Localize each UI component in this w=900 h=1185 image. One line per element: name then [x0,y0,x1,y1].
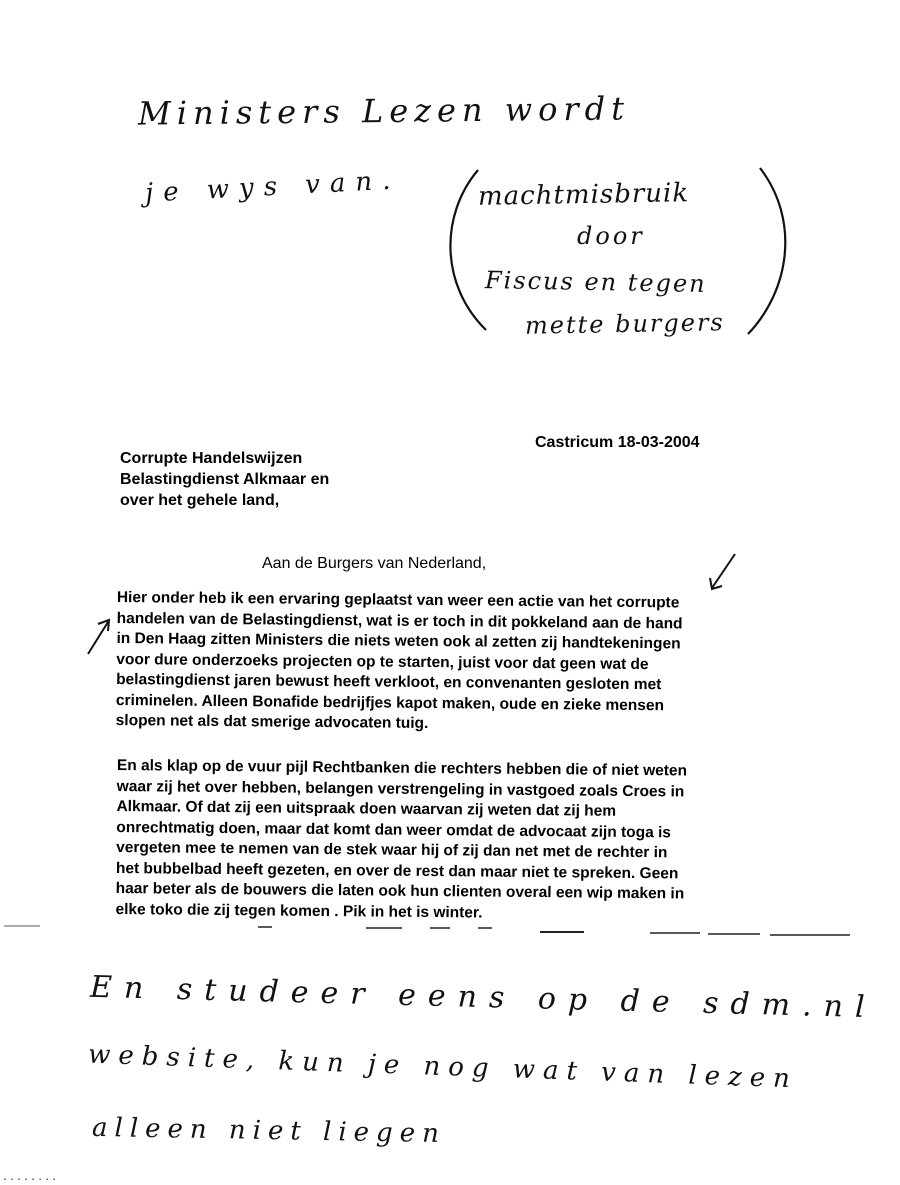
handwritten-paren-line-4: mette burgers [524,308,725,340]
handwritten-line-studeer: En studeer eens op de sdm.nl [89,969,878,1026]
closing-remark: Pik in het is winter. [342,902,483,922]
handwritten-line-ministers: Ministers Lezen wordt [137,89,631,133]
paragraph-line: onrechtmatig doen, maar dat komt dan weer omdat de advocaat zijn toga is [116,818,672,841]
handwritten-line-website: website, kun je nog wat van lezen [87,1039,799,1095]
letter-paragraph-2 [115,756,757,926]
footer-dots: ........ [2,1172,59,1183]
paragraph-line: waar zij het over hebben, belangen verstrengeling in vastgoed zoals Croes in [116,777,685,800]
paragraph-line: En als klap op de vuur pijl Rechtbanken die rechters hebben die of niet weten [116,756,688,780]
paragraph-line-text: elke toko die zij tegen komen . [115,900,339,920]
paragraph-line: het bubbelbad heeft gezeten, en over de rest dan maar niet te spreken. Geen [115,859,679,882]
address-line: Belastingdienst Alkmaar en [120,471,330,488]
address-line: over het gehele land, [120,492,280,509]
paragraph-line: voor dure onderzoeks projecten op te starten, juist voor dat geen wat de [116,650,649,673]
paragraph-line: in Den Haag zitten Ministers die niets weten ook al zetten zij handtekeningen [116,629,681,653]
salutation: Aan de Burgers van Nederland, [262,555,487,572]
paragraph-line: belastingdienst jaren bewust heeft verkloot, en convenanten gesloten met [116,670,662,694]
paragraph-line: vergeten mee te nemen van de stek waar hij of zij dan net met de rechter in [116,838,668,862]
handwritten-parentheses [0,0,900,360]
paragraph-line: Alkmaar. Of dat zij een uitspraak doen waarvan zij weten dat zij hem [116,797,617,820]
scan-dash-marks [0,920,900,940]
paragraph-line: slopen net als dat smerige advocaten tuig. [115,711,429,732]
address-line: Corrupte Handelswijzen [120,450,303,467]
paragraph-line: handelen van de Belastingdienst, wat is er toch in dit pokkeland aan de hand [116,609,683,632]
paragraph-line: criminelen. Alleen Bonafide bedrijfjes kapot maken, oude en zieke mensen [115,691,665,714]
letter-date-line: Castricum 18-03-2004 [535,434,700,451]
handwritten-line-niet-liegen: alleen niet liegen [91,1112,447,1150]
paragraph-line: Hier onder heb ik een ervaring geplaatst van weer een actie van het corrupte [116,588,680,612]
handwritten-paren-line-2: door [577,222,645,250]
handwritten-line-je-wys: je wys van. [144,165,402,209]
handwritten-paren-line-1: machtmisbruik [477,178,690,212]
paragraph-line: haar beter als de bouwers die laten ook hun clienten overal een wip maken in [115,879,685,903]
letter-paragraph-1 [116,588,757,738]
handwritten-paren-line-3: Fiscus en tegen [484,266,707,298]
